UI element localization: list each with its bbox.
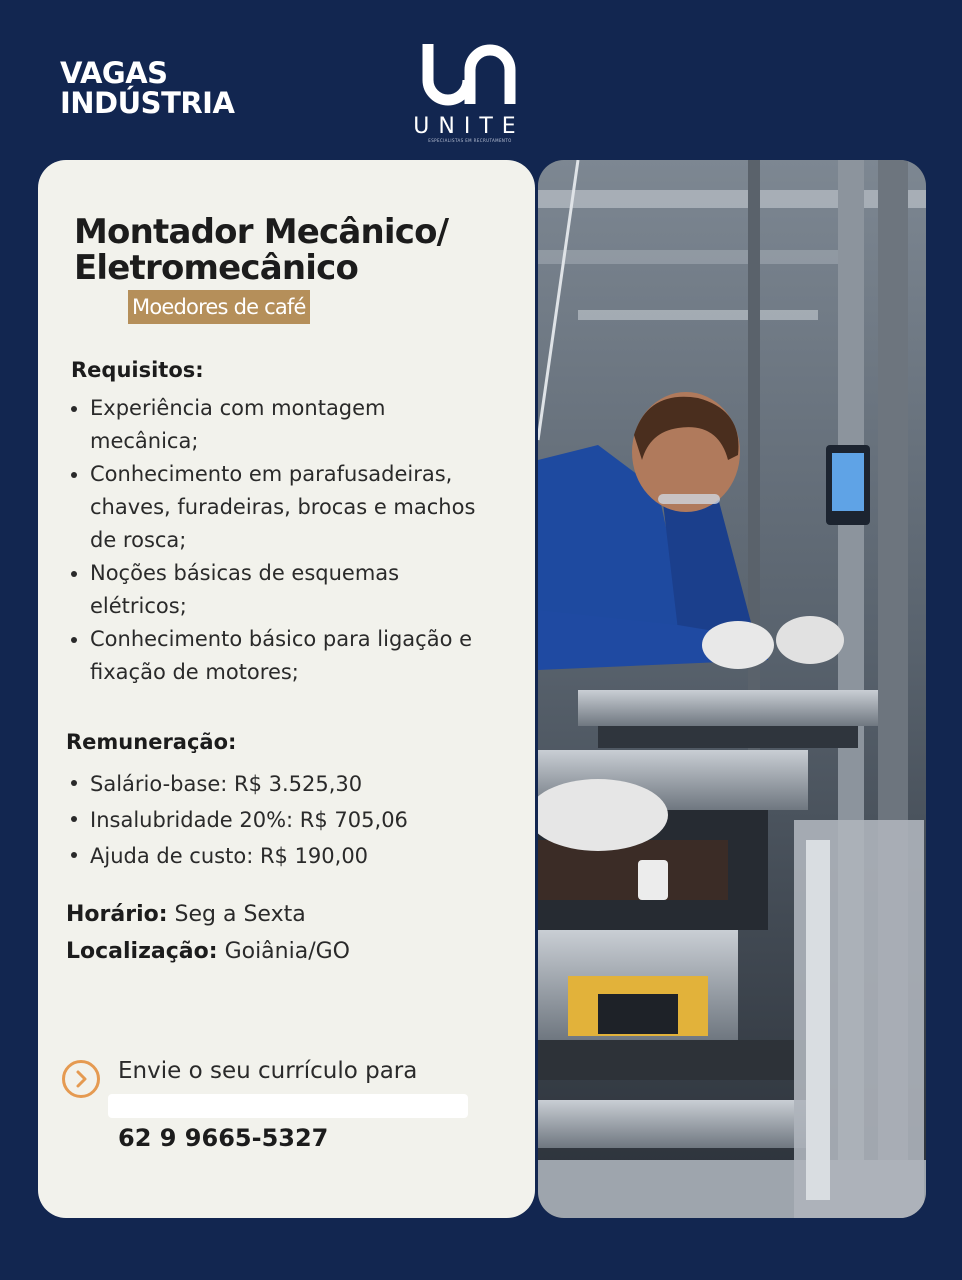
location-value: Goiânia/GO [224,939,350,964]
cta-text: Envie o seu currículo para [118,1058,418,1084]
list-item: Experiência com montagem mecânica; [66,392,486,458]
header-title [60,58,234,118]
list-item: Insalubridade 20%: R$ 705,06 [66,802,506,838]
logo-tagline: ESPECIALISTAS EM RECRUTAMENTO [428,138,512,143]
list-item: Ajuda de custo: R$ 190,00 [66,838,506,874]
requirements-list [66,392,486,689]
job-title-line2: Eletromecânico [74,248,359,288]
list-item: Conhecimento em parafusadeiras, chaves, furadeiras, brocas e machos de rosca; [66,458,486,557]
job-card [38,160,535,1218]
requirements-heading: Requisitos: [71,358,204,382]
list-item: Conhecimento básico para ligação e fixação de motores; [66,623,486,689]
header-title-line2: INDÚSTRIA [60,86,235,120]
list-item: Noções básicas de esquemas elétricos; [66,557,486,623]
location-label: Localização: [66,939,218,964]
schedule-label: Horário: [66,902,168,927]
compensation-list [66,766,506,874]
job-title-line1: Montador Mecânico/ [74,212,449,252]
compensation-heading: Remuneração: [66,730,237,754]
job-title [74,214,514,286]
header-title-line1: VAGAS [60,56,168,90]
schedule-value: Seg a Sexta [174,902,306,927]
logo-brand-text: UNITE [413,114,525,139]
chevron-right-icon [62,1060,100,1098]
schedule-line [66,902,306,927]
unite-logo-mark-icon [398,40,540,114]
brand-logo [398,40,540,150]
location-line [66,939,350,964]
redacted-contact [108,1094,468,1118]
list-item: Salário-base: R$ 3.525,30 [66,766,506,802]
category-tag: Moedores de café [128,290,310,324]
contact-phone: 62 9 9665-5327 [118,1124,329,1152]
factory-photo [538,160,926,1218]
